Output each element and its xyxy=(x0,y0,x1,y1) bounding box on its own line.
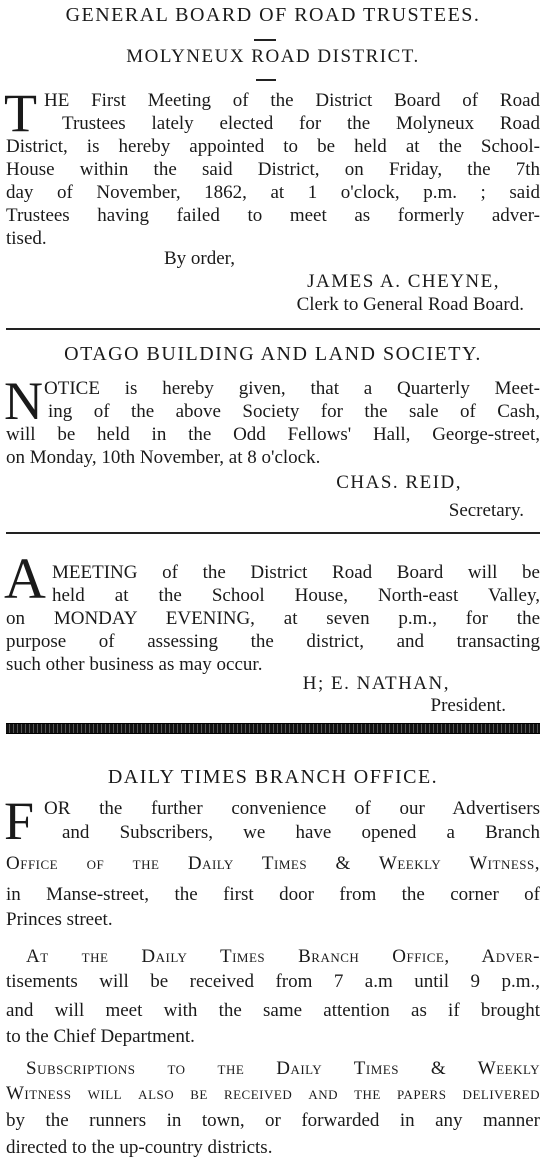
divider-rule-2 xyxy=(6,532,540,534)
road-trustees-line-4: House within the said District, on Friday, the 7th xyxy=(6,159,540,180)
branch-para3-line-3: by the runners in town, or forwarded in any manner xyxy=(6,1110,540,1131)
heavy-divider-rule xyxy=(6,723,540,734)
road-board-signatory: H; E. NATHAN, xyxy=(302,673,450,694)
road-board-line-2: held at the School House, North-east Valley, xyxy=(52,585,540,606)
branch-para1-line-2: and Subscribers, we have opened a Branch xyxy=(62,822,540,843)
road-board-signatory-title: President. xyxy=(430,695,506,716)
road-board-line-3: on MONDAY EVENING, at seven p.m., for the xyxy=(6,608,540,629)
building-society-line-2: ing of the above Society for the sale of Cash, xyxy=(48,401,540,422)
branch-office-heading: DAILY TIMES BRANCH OFFICE. xyxy=(107,766,439,788)
drop-cap-a: A xyxy=(4,546,46,611)
heading-dash xyxy=(254,39,276,41)
road-trustees-signatory-title: Clerk to General Road Board. xyxy=(296,294,524,315)
branch-para2-line-3: and will meet with the same attention as if brought xyxy=(6,1000,540,1021)
branch-para1-line-4: in Manse-street, the first door from the corner of xyxy=(6,884,540,905)
building-society-signatory-title: Secretary. xyxy=(448,500,524,521)
building-society-line-1: OTICE is hereby given, that a Quarterly Meet- xyxy=(44,378,540,399)
building-society-heading: OTAGO BUILDING AND LAND SOCIETY. xyxy=(64,343,482,365)
drop-cap-t: T xyxy=(4,83,37,143)
road-trustees-line-6: Trustees having failed to meet as formerly adver- xyxy=(6,205,540,226)
branch-para3-line-2: Witness will also be received and the papers delivered xyxy=(6,1083,540,1104)
drop-cap-n: N xyxy=(4,371,43,431)
road-trustees-line-2: Trustees lately elected for the Molyneux Road xyxy=(62,113,540,134)
building-society-signatory: CHAS. REID, xyxy=(336,472,462,493)
subheading-dash xyxy=(256,79,276,81)
road-board-line-1: MEETING of the District Road Board will be xyxy=(52,562,540,583)
branch-para1-line-1: OR the further convenience of our Advertisers xyxy=(44,798,540,819)
building-society-line-3: will be held in the Odd Fellows' Hall, George-street, xyxy=(6,424,540,445)
drop-cap-f: F xyxy=(4,791,35,851)
branch-para1-line-3: Office of the Daily Times & Weekly Witness, xyxy=(6,853,540,874)
road-trustees-heading: GENERAL BOARD OF ROAD TRUSTEES. xyxy=(65,4,481,26)
road-trustees-line-3: District, is hereby appointed to be held at the School- xyxy=(6,136,540,157)
building-society-line-4: on Monday, 10th November, at 8 o'clock. xyxy=(6,447,321,468)
road-trustees-line-1: HE First Meeting of the District Board of Road xyxy=(44,90,540,111)
divider-rule-1 xyxy=(6,328,540,330)
road-board-line-4: purpose of assessing the district, and transacting xyxy=(6,631,540,652)
branch-para3-line-1: Subscriptions to the Daily Times & Weekly xyxy=(26,1058,540,1079)
road-board-line-5: such other business as may occur. xyxy=(6,654,263,675)
road-trustees-line-5: day of November, 1862, at 1 o'clock, p.m. ; said xyxy=(6,182,540,203)
molyneux-subheading: MOLYNEUX ROAD DISTRICT. xyxy=(126,46,420,67)
branch-para3-line-4: directed to the up-country districts. xyxy=(6,1137,273,1158)
branch-para2-line-4: to the Chief Department. xyxy=(6,1026,195,1047)
branch-para1-line-5: Princes street. xyxy=(6,909,113,930)
road-trustees-line-7: tised. xyxy=(6,228,47,249)
branch-para2-line-2: tisements will be received from 7 a.m until 9 p.m., xyxy=(6,971,540,992)
road-trustees-signatory: JAMES A. CHEYNE, xyxy=(307,271,500,292)
by-order: By order, xyxy=(164,248,235,269)
branch-para2-line-1: At the Daily Times Branch Office, Adver- xyxy=(26,946,540,967)
